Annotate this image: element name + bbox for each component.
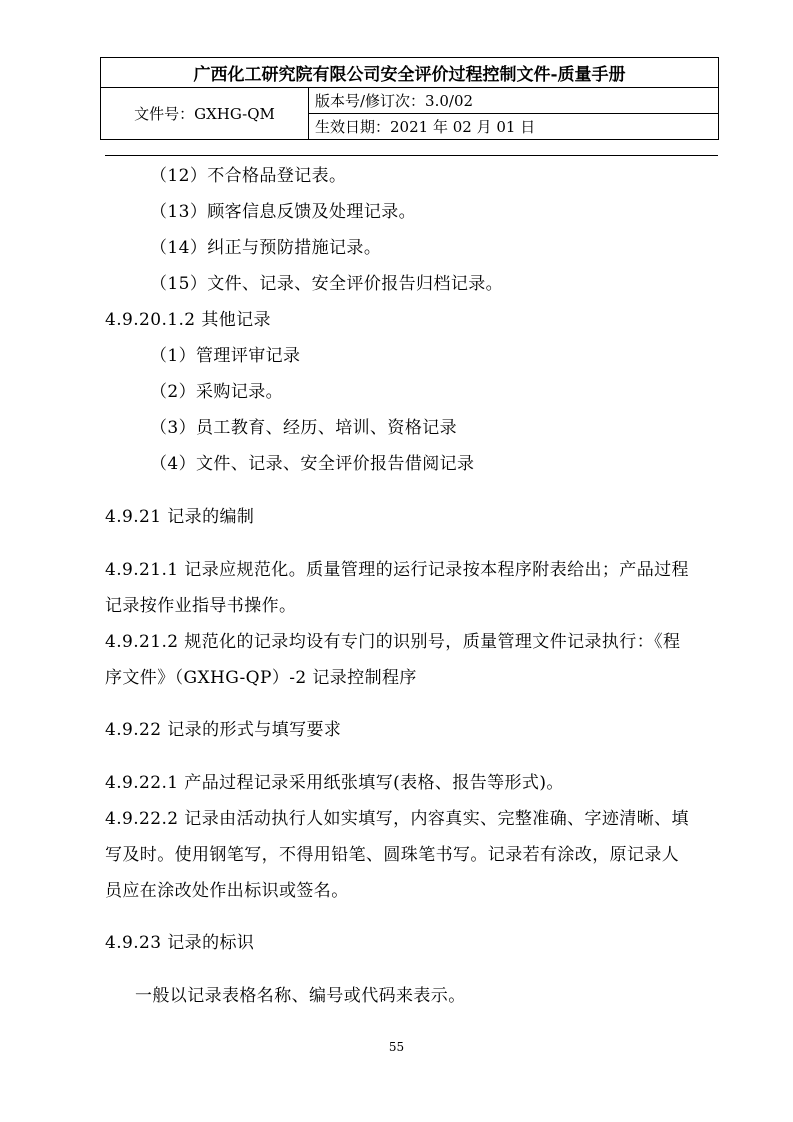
header-divider	[105, 155, 718, 156]
section-heading-4-9-22: 4.9.22 记录的形式与填写要求	[105, 720, 342, 740]
paragraph-line: 序文件》（GXHG-QP）-2 记录控制程序	[105, 668, 417, 688]
page-number: 55	[388, 1040, 405, 1054]
paragraph-line: 员应在涂改处作出标识或签名。	[105, 881, 349, 901]
paragraph-line: 一般以记录表格名称、编号或代码来表示。	[135, 986, 466, 1006]
list-item-4: （4）文件、记录、安全评价报告借阅记录	[150, 454, 475, 474]
paragraph-line: 4.9.21.2 规范化的记录均设有专门的识别号，质量管理文件记录执行：《程	[105, 632, 681, 652]
paragraph-line: 4.9.21.1 记录应规范化。质量管理的运行记录按本程序附表给出；产品过程	[105, 560, 689, 580]
document-title: 广西化工研究院有限公司安全评价过程控制文件-质量手册	[101, 58, 719, 88]
list-item-14: （14）纠正与预防措施记录。	[150, 238, 382, 258]
effective-date: 生效日期：2021 年 02 月 01 日	[309, 114, 719, 140]
list-item-3: （3）员工教育、经历、培训、资格记录	[150, 418, 458, 438]
paragraph-line: 4.9.22.2 记录由活动执行人如实填写，内容真实、完整准确、字迹清晰、填	[105, 809, 689, 829]
document-number: 文件号：GXHG-QM	[101, 88, 309, 140]
list-item-13: （13）顾客信息反馈及处理记录。	[150, 202, 417, 222]
paragraph-line: 记录按作业指导书操作。	[105, 596, 297, 616]
list-item-1: （1）管理评审记录	[150, 346, 301, 366]
version-revision: 版本号/修订次：3.0/02	[309, 88, 719, 114]
list-item-2: （2）采购记录。	[150, 382, 284, 402]
section-heading-4-9-20-1-2: 4.9.20.1.2 其他记录	[105, 310, 271, 330]
section-heading-4-9-21: 4.9.21 记录的编制	[105, 507, 255, 527]
paragraph-line: 写及时。使用钢笔写，不得用铅笔、圆珠笔书写。记录若有涂改，原记录人	[105, 845, 680, 865]
list-item-15: （15）文件、记录、安全评价报告归档记录。	[150, 274, 504, 294]
list-item-12: （12）不合格品登记表。	[150, 166, 347, 186]
document-header-table	[100, 57, 719, 140]
section-heading-4-9-23: 4.9.23 记录的标识	[105, 933, 255, 953]
paragraph-line: 4.9.22.1 产品过程记录采用纸张填写(表格、报告等形式)。	[105, 773, 564, 793]
